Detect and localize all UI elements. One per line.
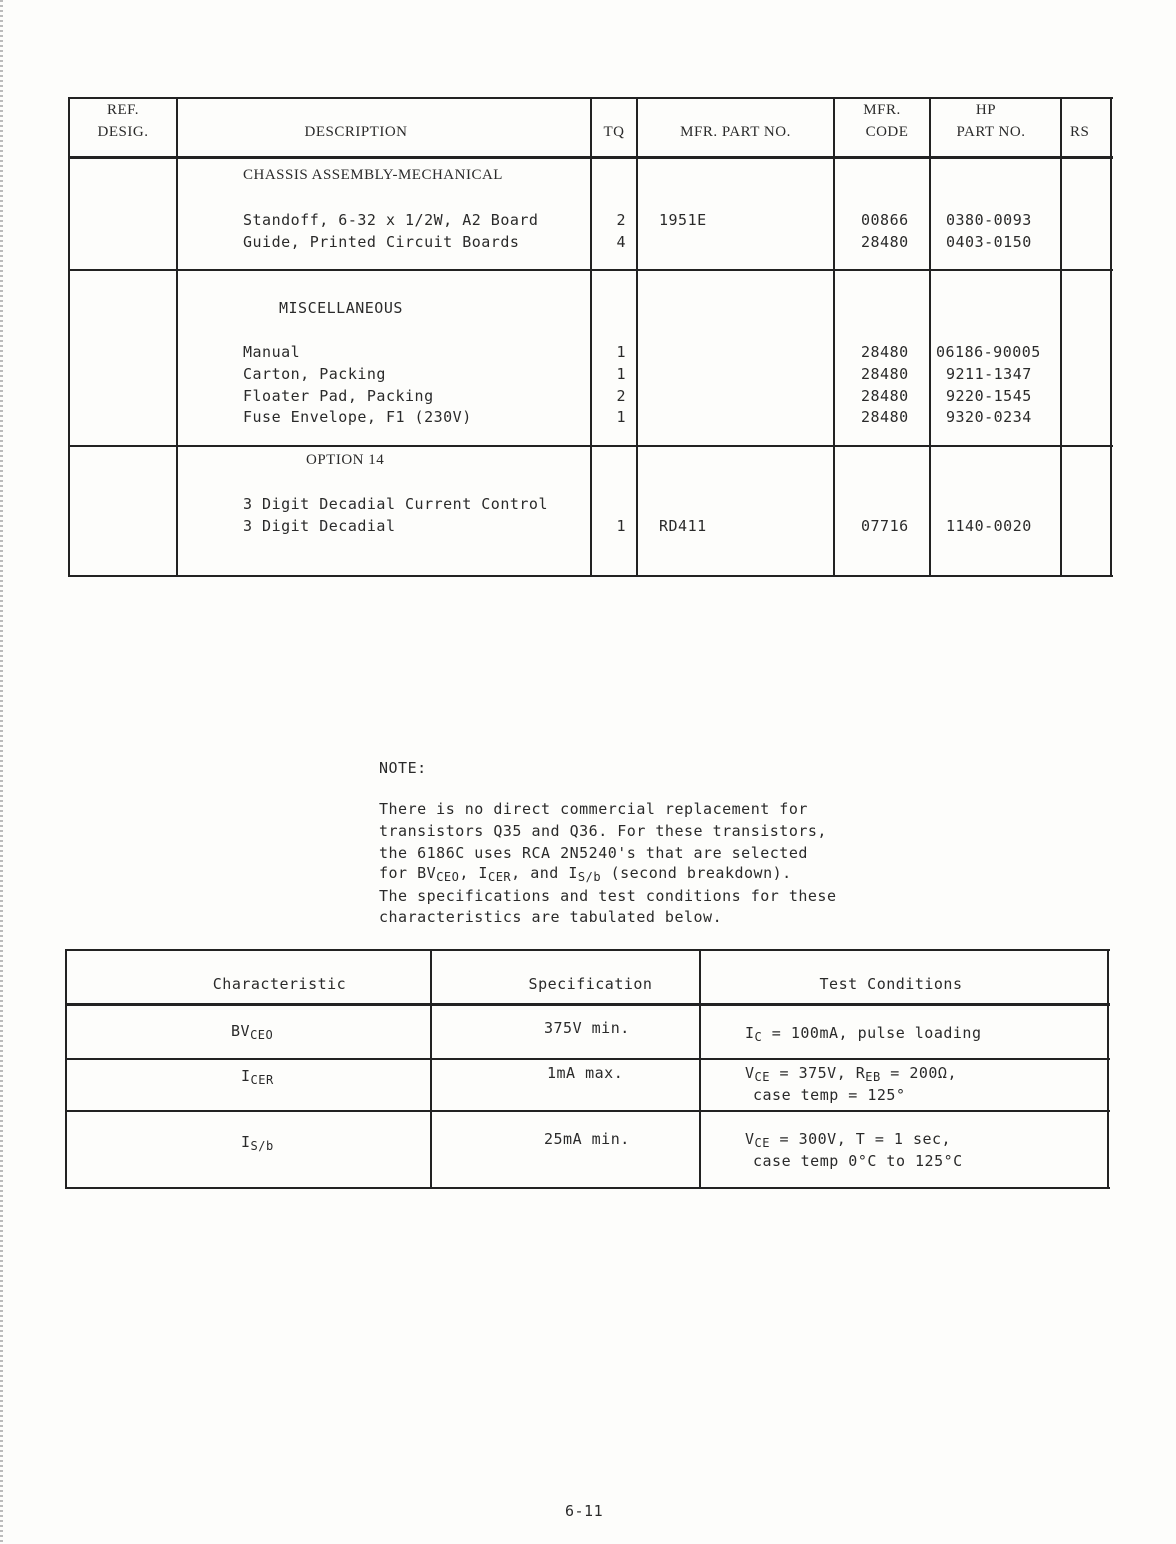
row-hp-part-no: 06186-90005 <box>936 343 1041 361</box>
row-hp-part-no: 1140-0020 <box>946 517 1032 535</box>
row-tq: 2 <box>616 211 626 229</box>
table-border-bottom <box>65 1187 1110 1189</box>
row-mfr-code: 28480 <box>861 387 909 405</box>
test-conditions-cell-line2: case temp 0°C to 125°C <box>753 1152 963 1170</box>
header-rule <box>65 1003 1110 1006</box>
note-line: The specifications and test conditions for these <box>379 887 837 905</box>
header-ref-desig-1: REF. <box>106 102 140 118</box>
cond-text: = 375V, R <box>769 1064 866 1082</box>
row-mfr-code: 00866 <box>861 211 909 229</box>
note-line: the 6186C uses RCA 2N5240's that are selected <box>379 844 808 862</box>
col-rule <box>1110 97 1112 577</box>
row-tq: 1 <box>616 408 626 426</box>
row-mfr-code: 28480 <box>861 408 909 426</box>
header-ref-desig-2: DESIG. <box>97 124 149 140</box>
col-rule <box>68 97 70 577</box>
note-text: (second breakdown). <box>601 864 792 882</box>
row-tq: 1 <box>616 343 626 361</box>
note-subscript: CEO <box>436 870 460 884</box>
header-specification: Specification <box>528 975 653 993</box>
section-title: OPTION 14 <box>306 452 385 468</box>
row-hp-part-no: 0380-0093 <box>946 211 1032 229</box>
header-mfr-code-1: MFR. <box>863 102 901 118</box>
test-conditions-cell <box>745 1024 981 1044</box>
char-main: I <box>241 1067 251 1085</box>
row-description: 3 Digit Decadial <box>243 517 396 535</box>
row-description: Floater Pad, Packing <box>243 387 434 405</box>
cond-text: I <box>745 1024 755 1042</box>
note-text: for BV <box>379 864 437 882</box>
row-mfr-code: 28480 <box>861 343 909 361</box>
row-rule <box>65 1058 1110 1060</box>
char-subscript: CEO <box>250 1028 274 1042</box>
row-description: 3 Digit Decadial Current Control <box>243 495 548 513</box>
row-hp-part-no: 0403-0150 <box>946 233 1032 251</box>
table-border-top <box>65 949 1110 951</box>
row-mfr-part-no: 1951E <box>659 211 707 229</box>
specification-cell: 1mA max. <box>547 1064 624 1082</box>
note-subscript: CER <box>487 870 512 884</box>
note-text: , I <box>459 864 488 882</box>
cond-text: V <box>745 1130 755 1148</box>
note-line: There is no direct commercial replacement for <box>379 800 808 818</box>
specification-cell: 25mA min. <box>544 1130 630 1148</box>
cond-subscript: CE <box>754 1136 770 1150</box>
characteristic-cell <box>241 1067 274 1087</box>
char-main: I <box>241 1133 251 1151</box>
row-mfr-code: 07716 <box>861 517 909 535</box>
specification-cell: 375V min. <box>544 1019 630 1037</box>
test-conditions-cell <box>745 1130 951 1150</box>
row-description: Standoff, 6-32 x 1/2W, A2 Board <box>243 211 539 229</box>
col-rule <box>929 97 931 577</box>
header-characteristic: Characteristic <box>212 975 347 993</box>
characteristic-cell <box>241 1133 274 1153</box>
cond-subscript: CE <box>754 1070 770 1084</box>
row-mfr-part-no: RD411 <box>659 517 707 535</box>
cond-subscript: C <box>754 1030 763 1044</box>
note-line: characteristics are tabulated below. <box>379 908 723 926</box>
header-hp-part-no-2: PART NO. <box>956 124 1026 140</box>
header-mfr-part-no: MFR. PART NO. <box>680 124 791 140</box>
section-title: CHASSIS ASSEMBLY-MECHANICAL <box>243 167 503 183</box>
row-description: Carton, Packing <box>243 365 386 383</box>
header-description: DESCRIPTION <box>304 124 408 140</box>
col-rule <box>1060 97 1062 577</box>
row-rule <box>65 1110 1110 1112</box>
col-rule <box>176 97 178 577</box>
note-heading: NOTE: <box>379 759 427 777</box>
header-hp-part-no-1: HP <box>975 102 997 118</box>
cond-text: = 100mA, pulse loading <box>762 1024 982 1042</box>
cond-subscript: EB <box>865 1070 881 1084</box>
test-conditions-cell <box>745 1064 957 1084</box>
char-subscript: S/b <box>250 1139 274 1153</box>
cond-text: = 200Ω, <box>880 1064 957 1082</box>
col-rule <box>636 97 638 577</box>
header-mfr-code-2: CODE <box>865 124 909 140</box>
note-text: , and I <box>511 864 578 882</box>
row-description: Manual <box>243 343 301 361</box>
section-title: MISCELLANEOUS <box>279 299 403 317</box>
header-rs: RS <box>1070 124 1090 140</box>
row-hp-part-no: 9220-1545 <box>946 387 1032 405</box>
header-test-conditions: Test Conditions <box>819 975 963 993</box>
characteristic-cell <box>231 1022 273 1042</box>
row-tq: 4 <box>616 233 626 251</box>
row-description: Fuse Envelope, F1 (230V) <box>243 408 472 426</box>
note-line: transistors Q35 and Q36. For these transistors, <box>379 822 827 840</box>
col-rule <box>590 97 592 577</box>
row-tq: 2 <box>616 387 626 405</box>
row-mfr-code: 28480 <box>861 365 909 383</box>
cond-text: = 300V, T = 1 sec, <box>769 1130 952 1148</box>
char-subscript: CER <box>250 1073 274 1087</box>
char-main: BV <box>231 1022 251 1040</box>
row-tq: 1 <box>616 365 626 383</box>
row-tq: 1 <box>616 517 626 535</box>
page-number: 6-11 <box>565 1502 604 1520</box>
test-conditions-cell-line2: case temp = 125° <box>753 1086 906 1104</box>
row-hp-part-no: 9320-0234 <box>946 408 1032 426</box>
scan-edge <box>0 0 3 1544</box>
cond-text: V <box>745 1064 755 1082</box>
note-line <box>379 864 792 884</box>
row-mfr-code: 28480 <box>861 233 909 251</box>
row-hp-part-no: 9211-1347 <box>946 365 1032 383</box>
row-description: Guide, Printed Circuit Boards <box>243 233 520 251</box>
header-tq: TQ <box>603 124 625 140</box>
col-rule <box>833 97 835 577</box>
col-rule <box>1107 949 1109 1189</box>
note-subscript: S/b <box>577 870 602 884</box>
